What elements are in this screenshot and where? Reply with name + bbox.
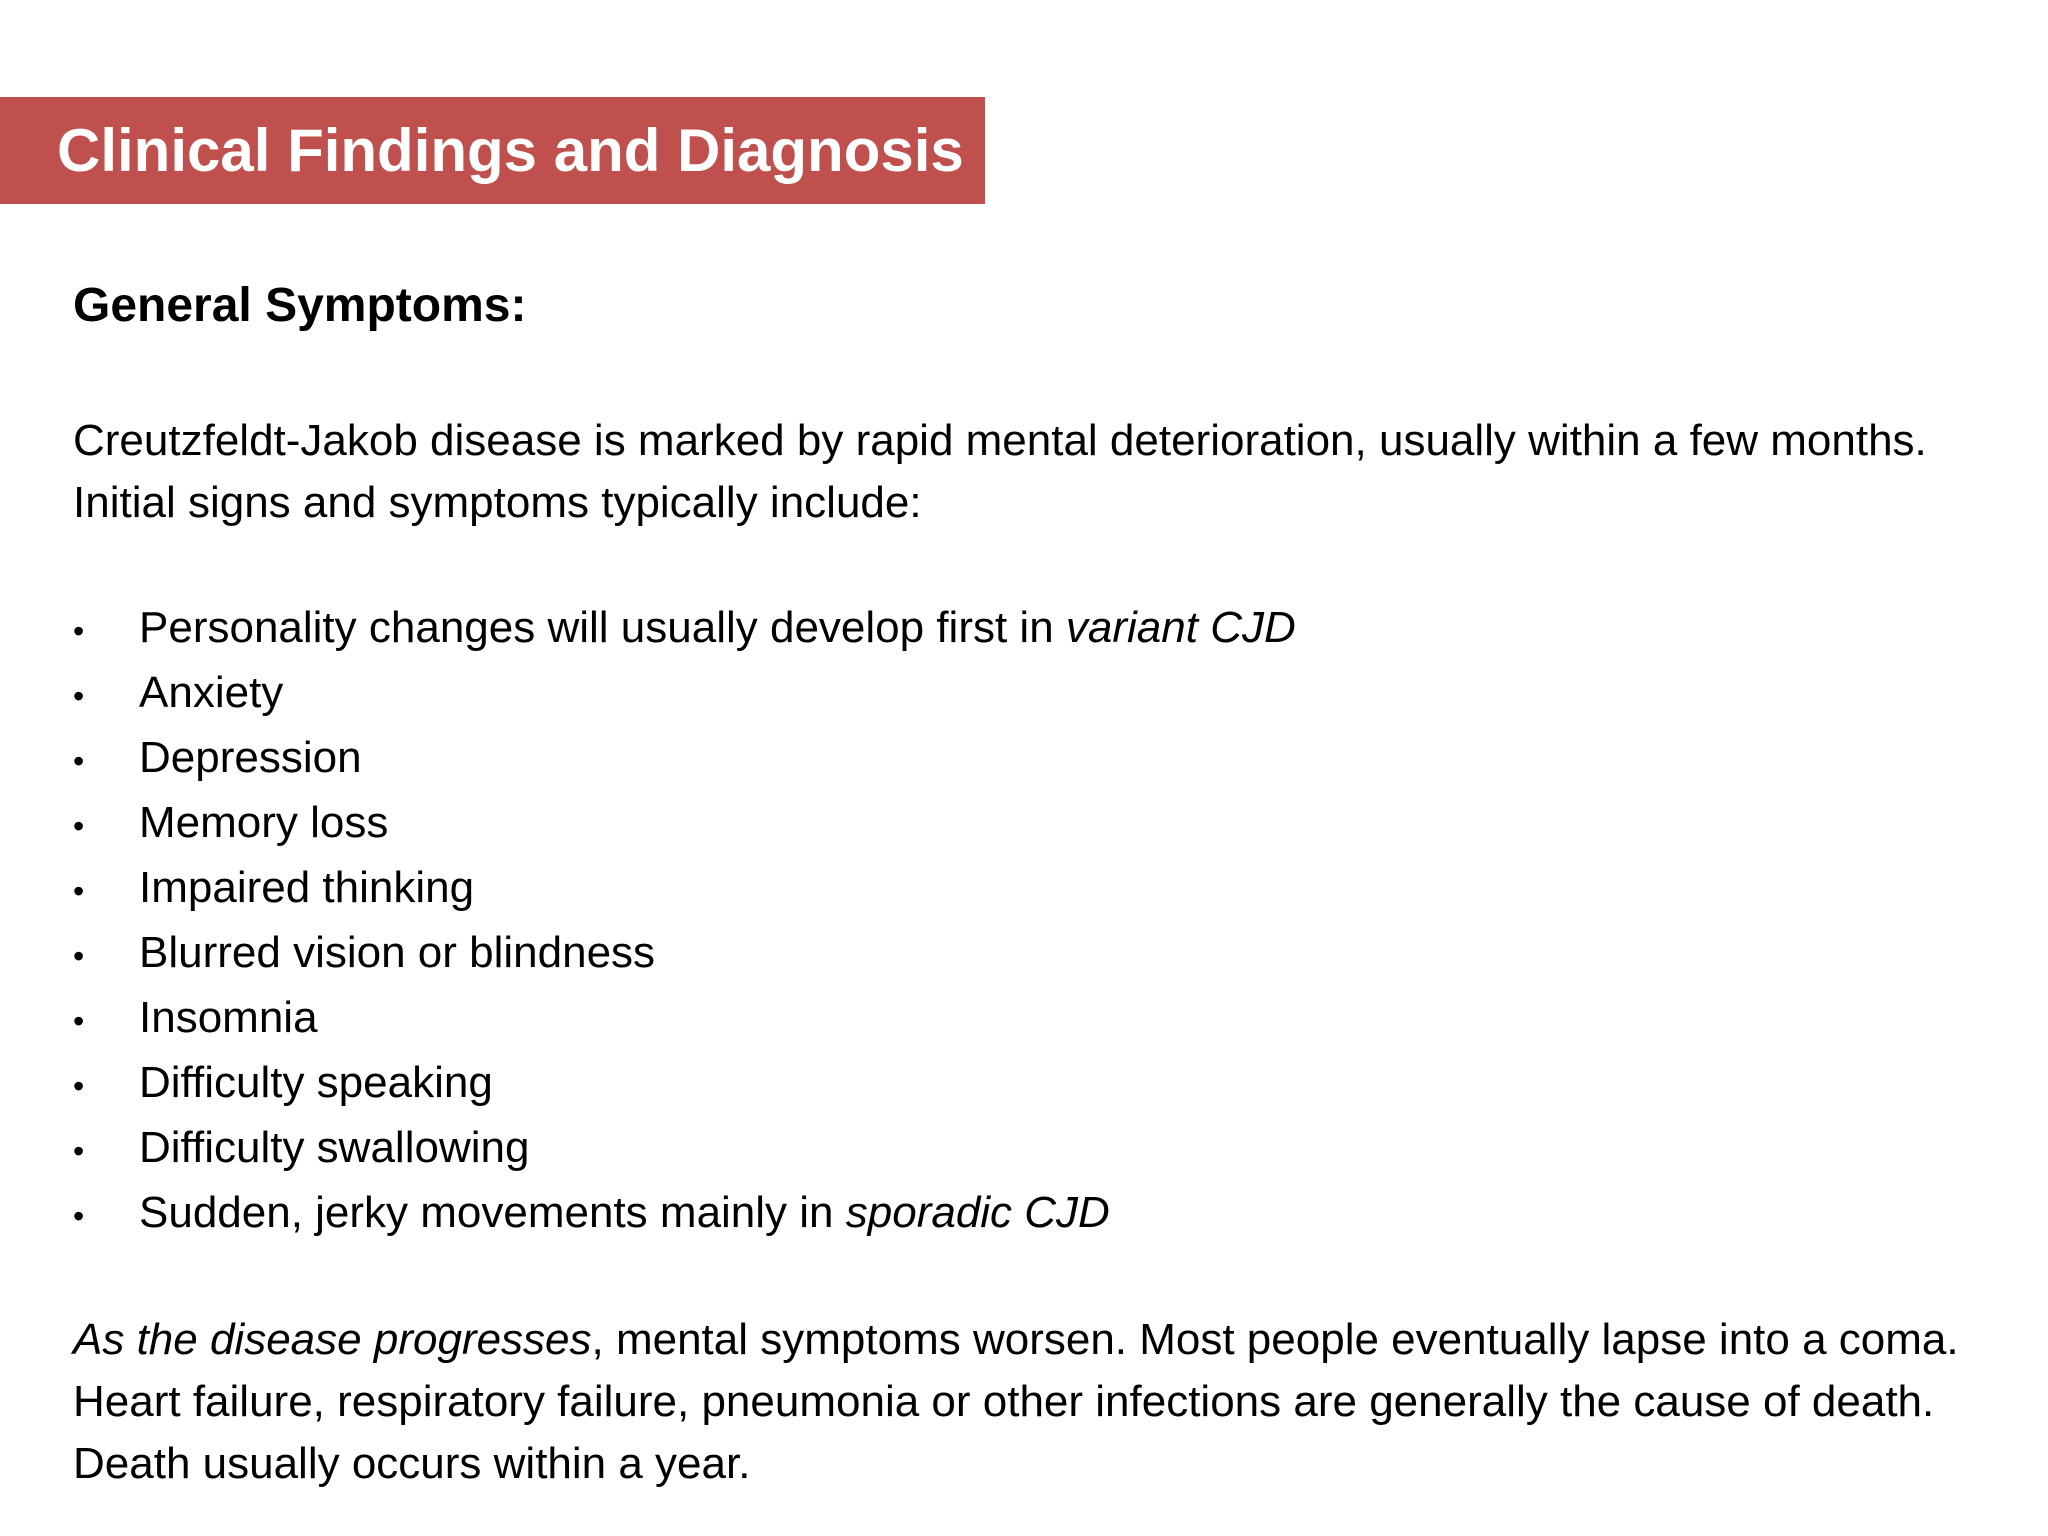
bullet-icon: • <box>73 808 85 844</box>
list-item-text: Difficulty swallowing <box>139 1123 530 1172</box>
list-item-text: Difficulty speaking <box>139 1058 493 1107</box>
list-item <box>73 1052 1993 1117</box>
closing-text: , mental symptoms worsen. Most people eventually lapse into a coma. Heart failure, respiratory failure, pneumonia or other infections are generally the cause of death. Death usually occurs within a year. <box>73 1315 1959 1488</box>
list-item-text: Memory loss <box>139 798 389 847</box>
list-item <box>73 1182 1993 1247</box>
closing-paragraph <box>73 1309 1993 1495</box>
list-item <box>73 987 1993 1052</box>
intro-paragraph: Creutzfeldt-Jakob disease is marked by rapid mental deterioration, usually within a few months. Initial signs and symptoms typically include: <box>73 416 1927 527</box>
closing-emphasis: As the disease progresses <box>73 1315 592 1364</box>
list-item-text: Anxiety <box>139 668 284 717</box>
list-item <box>73 922 1993 987</box>
bullet-icon: • <box>73 1068 85 1104</box>
bullet-icon: • <box>73 743 85 779</box>
list-item <box>73 1117 1993 1182</box>
list-item <box>73 727 1993 792</box>
list-item-text: Impaired thinking <box>139 863 475 912</box>
bullet-icon: • <box>73 1198 85 1234</box>
list-item <box>73 857 1993 922</box>
title-banner <box>0 97 985 204</box>
bullet-icon: • <box>73 1133 85 1169</box>
list-item <box>73 662 1993 727</box>
list-item-text: Insomnia <box>139 993 318 1042</box>
list-item <box>73 597 1993 662</box>
bullet-icon: • <box>73 613 85 649</box>
list-item-text: Depression <box>139 733 362 782</box>
bullet-icon: • <box>73 678 85 714</box>
list-item-text: Blurred vision or blindness <box>139 928 656 977</box>
list-item <box>73 792 1993 857</box>
bullet-icon: • <box>73 873 85 909</box>
bullet-icon: • <box>73 938 85 974</box>
list-item-text: Personality changes will usually develop first in variant CJD <box>139 603 1296 652</box>
bullet-icon: • <box>73 1003 85 1039</box>
section-heading: General Symptoms: <box>73 279 527 332</box>
slide-title: Clinical Findings and Diagnosis <box>57 116 964 184</box>
symptom-list <box>73 597 1993 1247</box>
slide-content <box>73 270 1993 1495</box>
list-item-text: Sudden, jerky movements mainly in sporadic CJD <box>139 1188 1110 1237</box>
